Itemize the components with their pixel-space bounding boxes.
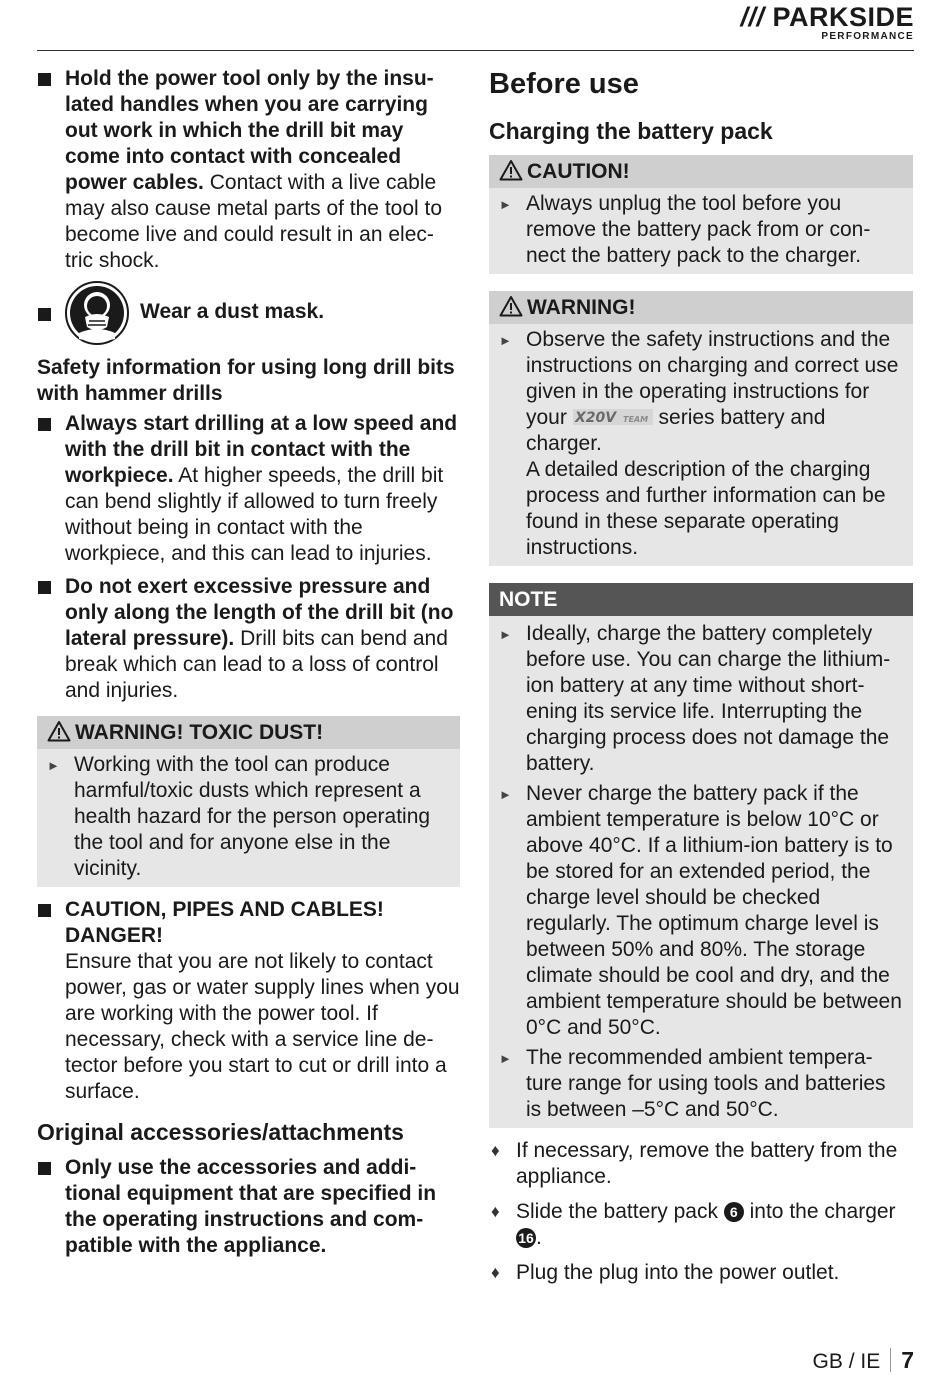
square-bullet-icon: [38, 418, 51, 431]
arrow-bullet-icon: ►: [499, 1051, 512, 1066]
arrow-bullet-icon: ►: [499, 787, 512, 802]
step-text: into the charger: [743, 1200, 896, 1223]
svg-text:X20V: X20V: [574, 410, 616, 426]
safety-item-accessories: [37, 1155, 460, 1259]
note-text: The recommended ambient tempera-ture range for using tools and batteries is between –5°C and 50°C.: [526, 1046, 886, 1121]
warning-box-item: [47, 752, 452, 882]
arrow-bullet-icon: ►: [47, 758, 60, 773]
note-item: [499, 1045, 905, 1123]
caution-box: [489, 155, 913, 274]
warning-box-title: WARNING! TOXIC DUST!: [75, 721, 324, 744]
item-bold-text: Hold the power tool only by the insu-lated handles when you are carrying out work in which the drill bit may come into contact with concealed power cables.: [65, 67, 434, 194]
item-bold-text-danger: DANGER!: [65, 924, 163, 947]
warning-box-header: [37, 716, 460, 749]
step-text: .: [536, 1226, 542, 1249]
warning-box-body: [37, 749, 460, 887]
arrow-bullet-icon: ►: [499, 627, 512, 642]
dust-mask-icon: [65, 281, 129, 345]
diamond-bullet-icon: ♦: [491, 1141, 500, 1160]
left-column: [37, 66, 460, 1266]
svg-text:TEAM: TEAM: [622, 415, 648, 424]
diamond-bullet-icon: ♦: [491, 1263, 500, 1282]
battery-pack-number: 6: [724, 1202, 744, 1222]
square-bullet-icon: [38, 581, 51, 594]
region-label: GB / IE: [812, 1350, 881, 1373]
square-bullet-icon: [38, 308, 51, 321]
footer-separator: [890, 1348, 891, 1372]
step-remove-battery: [489, 1138, 913, 1190]
note-box-body: [489, 616, 913, 1128]
warning-text-c: A detailed description of the charging process and further information can be found in these separate operating instructions.: [526, 458, 886, 559]
dust-mask-label: Wear a dust mask.: [140, 300, 325, 323]
warning-triangle-icon: [499, 159, 523, 181]
brand-slashes: ///: [740, 2, 765, 32]
warning-box-header: [489, 291, 913, 324]
caution-box-title: CAUTION!: [527, 160, 630, 183]
arrow-bullet-icon: ►: [499, 197, 512, 212]
step-text: If necessary, remove the battery from the appliance.: [516, 1139, 898, 1188]
warning-text-a: Observe the safety instructions and the instructions on charging and correct use given in the operating instructions for your: [526, 328, 899, 429]
item-bold-text: CAUTION, PIPES AND CABLES!: [65, 898, 384, 921]
item-text: Drill bits can bend and break which can lead to a loss of control and injuries.: [65, 627, 448, 702]
item-text: At higher speeds, the drill bit can bend slightly if allowed to turn freely without being in contact with the workpiece, and this can lead to injuries.: [65, 464, 444, 565]
warning-box-title: WARNING!: [527, 296, 636, 319]
parkside-logo: [740, 2, 914, 42]
item-text: Contact with a live cable may also cause metal parts of the tool to become live and could result in an elec-tric shock.: [65, 171, 443, 272]
charger-number: 16: [516, 1228, 536, 1248]
note-box: [489, 583, 913, 1128]
safety-item-low-speed: [37, 411, 460, 567]
subsection-title: Charging the battery pack: [489, 118, 773, 144]
warning-box-item: [499, 327, 905, 561]
safety-item-pipes-cables: [37, 897, 460, 1105]
warning-box: [489, 291, 913, 566]
square-bullet-icon: [38, 904, 51, 917]
item-bold-text: Always start drilling at a low speed and with the drill bit in contact with the workpiece.: [65, 412, 458, 487]
page-footer: [813, 1347, 914, 1374]
brand-name: [740, 2, 914, 33]
safety-item-pressure: [37, 574, 460, 704]
step-text: Slide the battery pack: [516, 1200, 724, 1223]
header-rule: [37, 50, 914, 51]
square-bullet-icon: [38, 73, 51, 86]
warning-triangle-icon: [499, 295, 523, 317]
step-slide-battery: [489, 1199, 913, 1251]
page-number: 7: [901, 1347, 914, 1373]
arrow-bullet-icon: ►: [499, 333, 512, 348]
caution-box-item: [499, 191, 905, 269]
warning-box-text: Working with the tool can produce harmful/toxic dusts which represent a health hazard for the person operating the tool and for anyone else in the vicinity.: [74, 753, 431, 880]
item-text: Ensure that you are not likely to contact power, gas or water supply lines when you are working with the power tool. If necessary, check with a service line de-tector before you start to cut or drill into a surface.: [65, 950, 460, 1103]
warning-text-b: series battery and charger.: [526, 406, 826, 455]
note-item: [499, 781, 905, 1041]
brand-text: PARKSIDE: [772, 2, 914, 32]
square-bullet-icon: [38, 1162, 51, 1175]
x20v-team-logo: [573, 407, 653, 427]
item-bold-text: Only use the accessories and addi-tional equipment that are specified in the operating instructions and com-patible with the appliance.: [65, 1156, 437, 1257]
step-plug-in: [489, 1260, 913, 1286]
brand-sub: PERFORMANCE: [821, 31, 914, 42]
caution-box-text: Always unplug the tool before you remove the battery pack from or con-nect the battery pack to the charger.: [526, 192, 871, 267]
warning-triangle-icon: [47, 720, 71, 742]
long-drill-bits-heading: Safety information for using long drill bits with hammer drills: [37, 356, 455, 405]
note-box-title: NOTE: [489, 583, 913, 616]
note-item: [499, 621, 905, 777]
note-text: Never charge the battery pack if the ambient temperature is below 10°C or above 40°C. If a lithium-ion battery is to be stored for an extended period, the charge level should be checked regularly. The optimum charge level is between 50% and 80%. The storage climate should be cool and dry, and the ambient temperature should be between 0°C and 50°C.: [526, 782, 902, 1039]
note-text: Ideally, charge the battery completely before use. You can charge the lithium-ion battery at any time without short-ening its service life. Interrupting the charging process does not damage the battery.: [526, 622, 891, 775]
toxic-dust-warning-box: [37, 716, 460, 887]
accessories-heading: Original accessories/attachments: [37, 1119, 404, 1145]
warning-box-body: [489, 324, 913, 566]
section-title: Before use: [489, 68, 639, 100]
diamond-bullet-icon: ♦: [491, 1202, 500, 1221]
right-column: [489, 66, 913, 1295]
item-bold-text: Do not exert excessive pressure and only along the length of the drill bit (no lateral pressure).: [65, 575, 454, 650]
safety-item-insulated-handles: [37, 66, 460, 274]
step-text: Plug the plug into the power outlet.: [516, 1261, 840, 1284]
caution-box-header: [489, 155, 913, 188]
caution-box-body: [489, 188, 913, 274]
dust-mask-row: [37, 281, 460, 347]
